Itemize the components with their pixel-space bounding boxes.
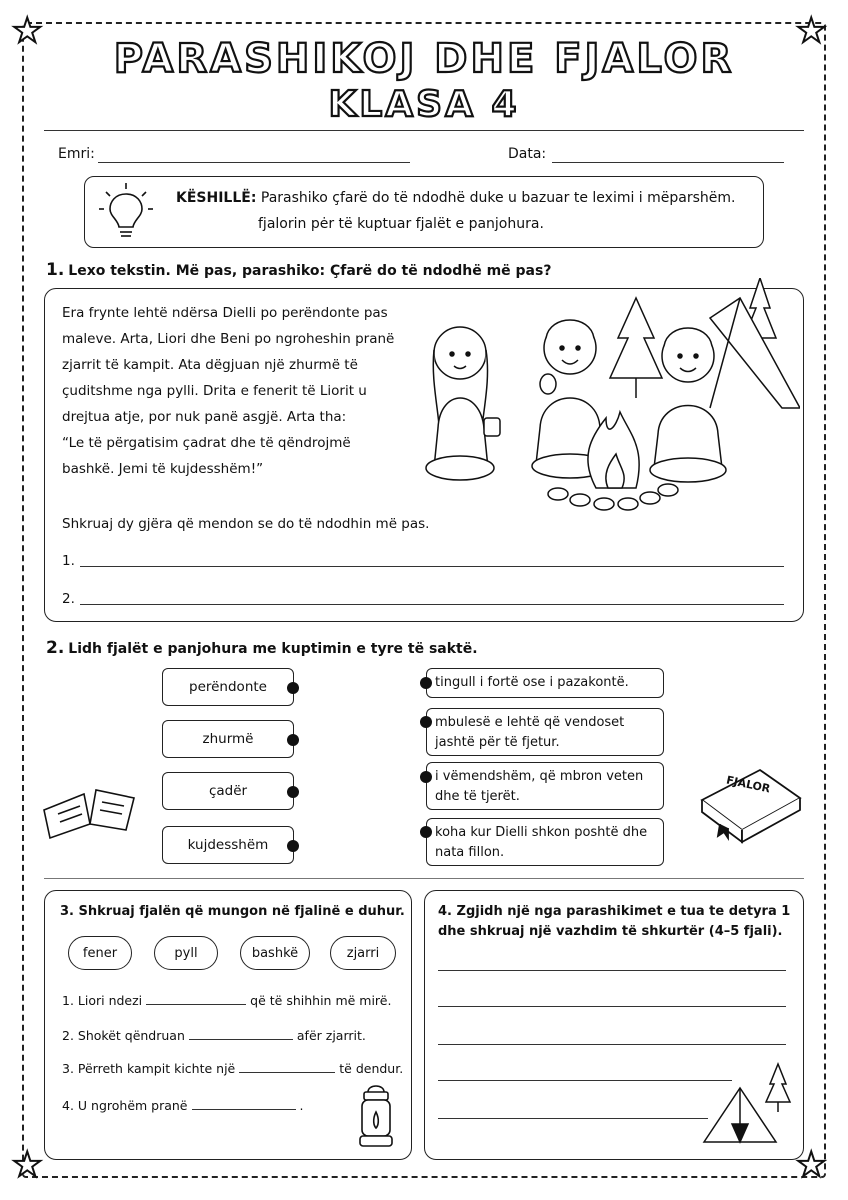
connector-dot[interactable] [287,786,299,798]
date-field[interactable] [552,162,784,163]
date-label: Data: [508,146,547,162]
connector-dot[interactable] [287,734,299,746]
star-icon: ★ [796,11,827,51]
writing-line[interactable] [438,970,786,971]
connector-dot[interactable] [420,716,432,728]
definition-box[interactable]: mbulesë e lehtë që vendoset jashtë për të fjetur. [426,708,664,756]
story-text [62,300,412,482]
word-box[interactable]: zhurmë [162,720,294,758]
answer-line-1[interactable] [80,566,784,567]
connector-dot[interactable] [420,826,432,838]
word-bank-item[interactable]: fener [68,936,132,970]
word-bank-item[interactable]: bashkë [240,936,310,970]
connector-dot[interactable] [420,771,432,783]
connector-dot[interactable] [287,682,299,694]
writing-line[interactable] [438,1080,732,1081]
fill-sentence: 2. Shokët qëndruan afër zjarrit. [62,1028,366,1043]
dictionary-book-icon [696,764,806,844]
page-subtitle: KLASA 4 [328,84,520,125]
tip-text-line2: fjalorin pėr të kuptuar fjalët e panjohura. [258,216,544,232]
word-bank-item[interactable]: pyll [154,936,218,970]
answer-line-2[interactable] [80,604,784,605]
divider [44,130,804,131]
campfire-illustration [410,278,800,518]
q1-prompt: Shkruaj dy gjëra që mendon se do të ndodhin më pas. [62,516,430,532]
star-icon: ★ [12,1145,43,1185]
connector-dot[interactable] [287,840,299,852]
blank-field[interactable] [192,1098,296,1110]
answer-label: 2. [62,591,75,607]
fill-sentence: 3. Përreth kampit kichte një të dendur. [62,1061,404,1076]
word-box[interactable]: perëndonte [162,668,294,706]
question-4-heading: 4. Zgjidh një nga parashikimet e tua te detyra 1 dhe shkruaj një vazhdim të shkurtër (4–5 fjali). [438,904,791,939]
fill-sentence: 1. Liori ndezi që të shihhin më mirë. [62,993,392,1008]
question-1-heading: 1. Lexo tekstin. Më pas, parashiko: Çfarë do të ndodhë më pas? [46,260,552,280]
word-box[interactable]: kujdesshëm [162,826,294,864]
writing-line[interactable] [438,1006,786,1007]
tip-label: KËSHILLË: [176,190,257,206]
definition-box[interactable]: tingull i fortë ose i pazakontë. [426,668,664,698]
open-book-icon [38,780,138,840]
connector-dot[interactable] [420,677,432,689]
tent-icon [700,1062,798,1148]
star-icon: ★ [12,11,43,51]
story-line: çuditshme nga pylli. Drita e fenerit të Liorit u [62,383,367,399]
divider [44,878,804,879]
story-line: “Le të përgatisim çadrat dhe të qëndrojmë [62,435,351,451]
name-label: Emri: [58,146,95,162]
story-line: drejtua atje, por nuk panë asgjë. Arta tha: [62,409,347,425]
fill-sentence: 4. U ngrohëm pranë . [62,1098,304,1113]
writing-line[interactable] [438,1044,786,1045]
definition-box[interactable]: i vëmendshëm, që mbron veten dhe të tjerët. [426,762,664,810]
story-line: maleve. Arta, Liori dhe Beni po ngroheshin pranë [62,331,395,347]
definition-box[interactable]: koha kur Dielli shkon poshtë dhe nata fillon. [426,818,664,866]
lightbulb-icon [96,180,156,242]
blank-field[interactable] [189,1028,293,1040]
blank-field[interactable] [239,1061,335,1073]
writing-line[interactable] [438,1118,708,1119]
name-field[interactable] [98,162,410,163]
tip-text-line1: Parashiko çfarë do të ndodhë duke u bazuar te leximi i mëparshëm. [260,190,736,206]
answer-label: 1. [62,553,75,569]
lantern-icon [354,1082,398,1152]
page-title: PARASHIKOJ DHE FJALOR [113,36,735,82]
star-icon: ★ [796,1145,827,1185]
story-line: Era frynte lehtë ndërsa Dielli po perëndonte pas [62,305,388,321]
question-2-heading: 2. Lidh fjalët e panjohura me kuptimin e tyre të saktë. [46,638,478,658]
story-line: zjarrit të kampit. Ata dëgjuan një zhurmë të [62,357,358,373]
word-box[interactable]: çadër [162,772,294,810]
story-line: bashkë. Jemi të kujdesshëm!” [62,461,264,477]
blank-field[interactable] [146,993,246,1005]
dictionary-label: FJALOR [725,773,772,796]
word-bank-item[interactable]: zjarri [330,936,396,970]
question-3-heading: 3. Shkruaj fjalën që mungon në fjalinë e duhur. [60,904,405,919]
